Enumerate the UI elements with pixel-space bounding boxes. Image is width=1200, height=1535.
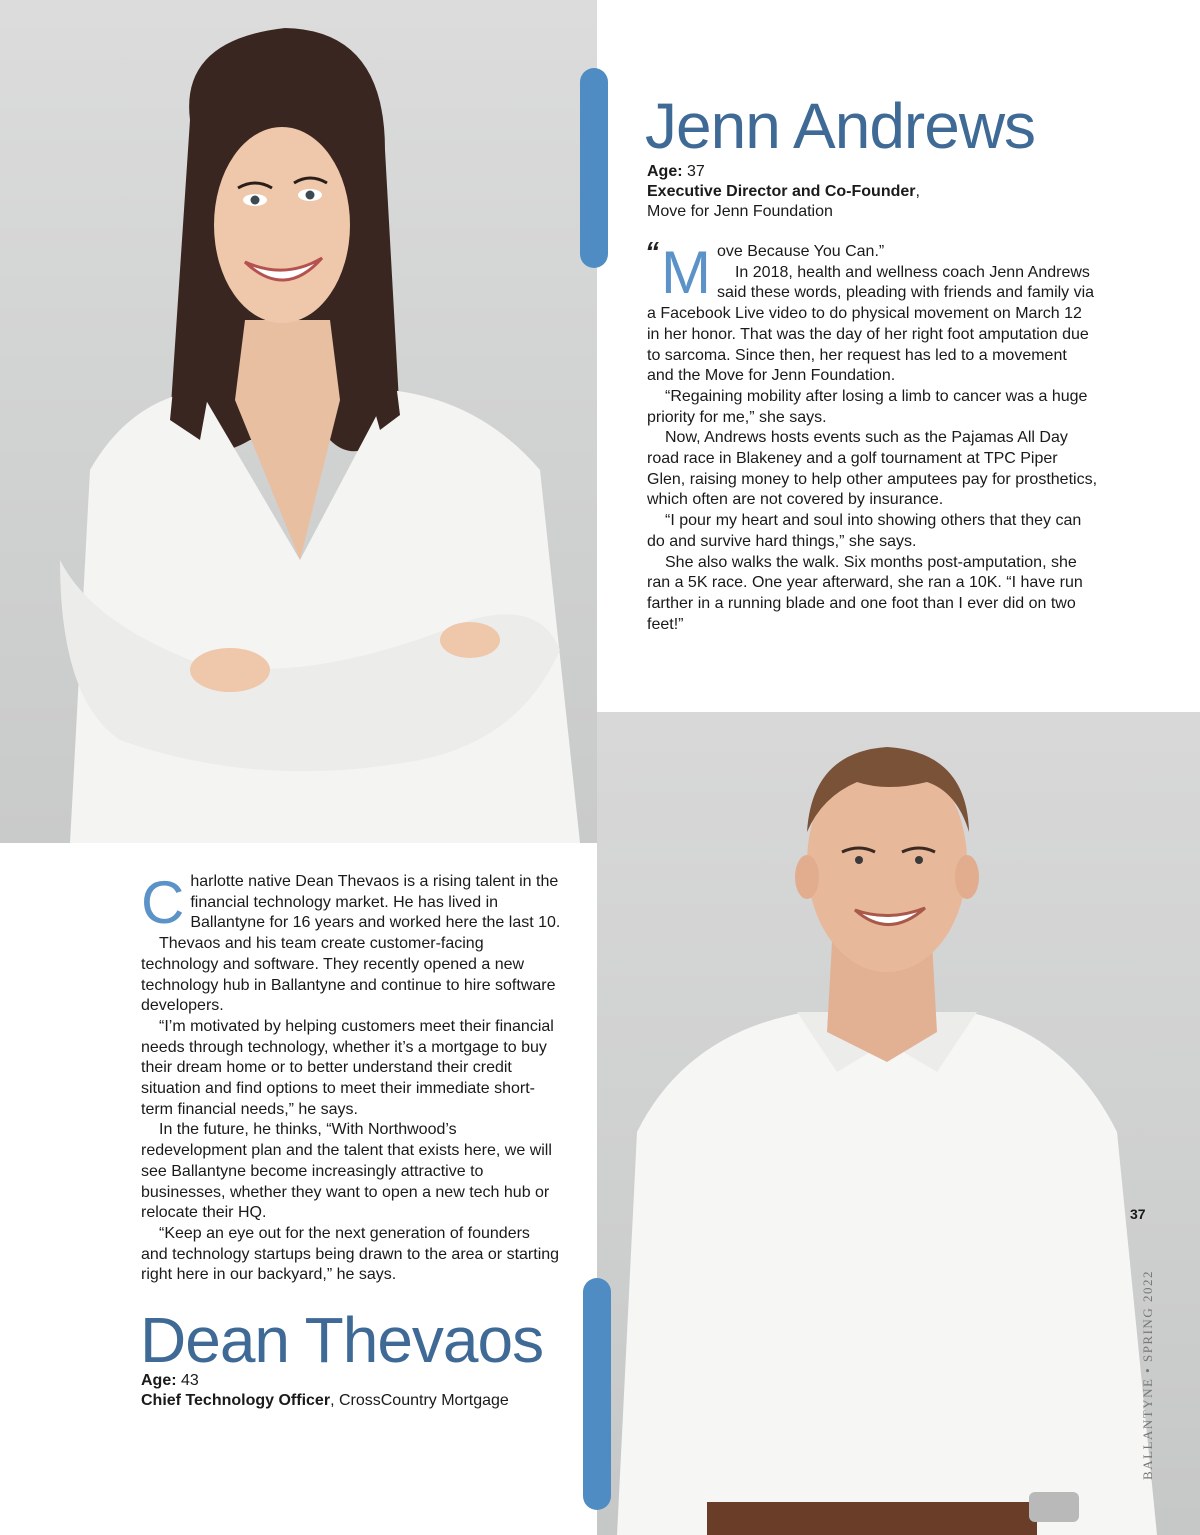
dean-paragraph: “I’m motivated by helping customers meet their financial needs through technology, whether it’s a mortgage to buy their dream home or to better understand their credit situation and find options to meet their immediate short-term financial needs,” he says. [141, 1017, 554, 1118]
dean-age-line [141, 1371, 509, 1391]
jenn-andrews-photo [0, 0, 597, 843]
jenn-article [647, 239, 1098, 635]
dean-article [141, 869, 561, 1286]
jenn-paragraph: In 2018, health and wellness coach Jenn Andrews said these words, pleading with friends and family via a Facebook Live video to do physical movement on March 12 in her honor. That was the day of her right foot amputation due to sarcoma. Since then, her request has led to a movement and the Move for Jenn Foundation. [647, 263, 1095, 385]
dean-title-separator: , [330, 1392, 335, 1409]
jenn-age-label: Age: [647, 163, 683, 180]
jenn-open-quote: “ [645, 236, 659, 267]
running-foot: BALLANTYNE • SPRING 2022 [1140, 1270, 1155, 1480]
jenn-dropcap: M [661, 239, 711, 306]
jenn-organization: Move for Jenn Foundation [647, 203, 833, 220]
jenn-age: 37 [687, 163, 705, 180]
dean-title-line [141, 1391, 509, 1411]
dean-meta [141, 1371, 509, 1411]
page-number: 37 [1130, 1206, 1146, 1222]
dean-paragraph-lede [141, 869, 561, 936]
jenn-paragraph: ove Because You Can.” [716, 243, 885, 260]
jenn-age-line [647, 162, 920, 182]
dean-paragraph: harlotte native Dean Thevaos is a rising talent in the financial technology market. He has lived in Ballantyne for 16 years and worked here the last 10. [190, 873, 561, 932]
jenn-name-heading: Jenn Andrews [645, 90, 1036, 162]
dean-title: Chief Technology Officer [141, 1392, 331, 1409]
accent-bar-bottom [583, 1278, 611, 1510]
dean-portrait-illustration [597, 712, 1200, 1535]
dean-thevaos-photo [597, 712, 1200, 1535]
dean-age-label: Age: [141, 1372, 177, 1389]
dean-paragraph: In the future, he thinks, “With Northwood’s redevelopment plan and the talent that exists here, we will see Ballantyne become increasingly attractive to businesses, whether they want to open a new tech hub or relocate their HQ. [141, 1121, 552, 1222]
dean-dropcap: C [141, 869, 185, 936]
accent-bar-top [580, 68, 608, 268]
jenn-title: Executive Director and Co-Founder [647, 183, 916, 200]
jenn-portrait-illustration [0, 0, 597, 843]
jenn-paragraph: “I pour my heart and soul into showing others that they can do and survive hard things,” she says. [647, 512, 1082, 550]
dean-organization: CrossCountry Mortgage [338, 1392, 509, 1409]
dean-paragraph: Thevaos and his team create customer-facing technology and software. They recently opened a new technology hub in Ballantyne and continue to hire software developers. [141, 935, 556, 1015]
jenn-title-line [647, 182, 920, 202]
jenn-meta [647, 162, 920, 222]
dean-age: 43 [181, 1372, 199, 1389]
jenn-paragraph-lede [647, 239, 1097, 306]
dean-name-heading: Dean Thevaos [140, 1304, 544, 1376]
jenn-paragraph: She also walks the walk. Six months post-amputation, she ran a 5K race. One year afterward, she ran a 10K. “I have run farther in a running blade and one foot than I ever did on two feet!” [647, 553, 1083, 633]
jenn-title-separator: , [915, 183, 920, 200]
jenn-paragraph: Now, Andrews hosts events such as the Pajamas All Day road race in Blakeney and a golf tournament at TPC Piper Glen, raising money to help other amputees pay for prosthetics, which often are not covered by insurance. [647, 429, 1098, 509]
dean-paragraph: “Keep an eye out for the next generation of founders and technology startups being drawn to the area or starting right here in our backyard,” he says. [141, 1224, 560, 1284]
jenn-paragraph: “Regaining mobility after losing a limb to cancer was a huge priority for me,” she says. [647, 387, 1088, 426]
